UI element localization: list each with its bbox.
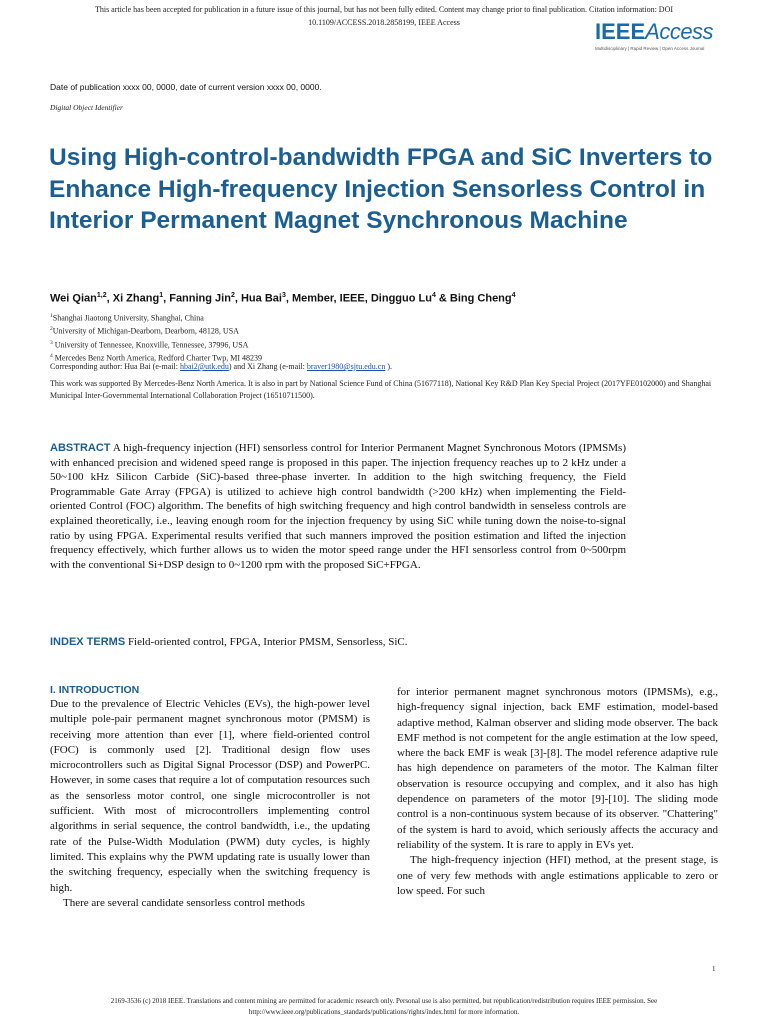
index-terms-text: Field-oriented control, FPGA, Interior PMSM, Sensorless, SiC. xyxy=(125,636,408,648)
index-terms-label: INDEX TERMS xyxy=(50,636,126,648)
corresponding-middle: ) and Xi Zhang (e-mail: xyxy=(228,362,307,371)
affiliation-number: 4 xyxy=(50,352,53,359)
affiliation-text: Shanghai Jiaotong University, Shanghai, China xyxy=(52,313,204,323)
body-column-left xyxy=(50,683,370,911)
email-link-hbai[interactable]: hbai2@utk.edu xyxy=(179,362,229,371)
affiliation-item xyxy=(50,311,262,324)
author-name: Hua Bai xyxy=(240,292,282,305)
ieee-access-logo xyxy=(595,20,735,58)
affiliation-number: 1 xyxy=(50,313,53,319)
paragraph: Due to the prevalence of Electric Vehicles (EVs), the high-power level multiple pole-pair permanent magnet synchronous motor (PMSM) is receiving more attention than ever [1], where field-oriented control (FOC) is commonly used [2]. Traditional design flow uses microcontrollers such as Digital Signal Processor (DSP) and PowerPC. However, in some cases that require a lot of computation resources such as the sensorless motor control, one single microcontroller is not sufficient. With most of microcontrollers implementing control algorithms in serial sequence, the control bandwidth, i.e., the updating rate of the Pulse-Width Modulation (PWM) duty cycles, is highly limited. This explains why the PWM updating rate is usually lower than the switching frequency, especially when the switching frequency is high. xyxy=(50,698,370,894)
notice-line-1: This article has been accepted for publication in a future issue of this journal, but has not been fully edited. Content may change prior to final publication. Citation information: DOI xyxy=(94,5,674,14)
author-name: Wei Qian xyxy=(50,292,97,305)
author-name: Bing Cheng xyxy=(449,292,512,305)
copyright-footer xyxy=(0,996,768,1018)
author-name: Fanning Jin xyxy=(169,292,231,305)
affiliation-text: University of Michigan-Dearborn, Dearborn, 48128, USA xyxy=(52,326,239,336)
affiliation-text: Mercedes Benz North America, Redford Charter Twp, MI 48239 xyxy=(52,353,262,363)
abstract-label: ABSTRACT xyxy=(50,442,111,454)
notice-line-2: 10.1109/ACCESS.2018.2858199, IEEE Access xyxy=(308,18,460,27)
corresponding-author xyxy=(50,362,392,371)
author-affil-mark: 4 xyxy=(511,292,516,299)
abstract-text: A high-frequency injection (HFI) sensorless control for Interior Permanent Magnet Synchronous Motors (IPMSMs) with enhanced precision and widened speed range is proposed in this paper. The injection frequency reaches up to 2 kHz under a 50~100 kHz Silicon Carbide (SiC)-based three-phase inverter. In addition to the high switching frequency, the Field Programmable Gate Array (FPGA) is utilized to achieve high control bandwidth (>200 kHz) when implementing the Field-oriented Control (FOC) algorithm. The benefits of high switching frequency and high control bandwidth in senseless controls are explained theoretically, i.e., leaving enough room for the injection frequency by using SiC while tuning down the noise-to-signal ratio by using FPGA. Experimental results verified that such manners improved the position estimation and lifted the injection frequency effectively, which further allows us to widen the motor speed range under the HFI sensorless control from 0~500rpm with the conventional Si+DSP design to 0~1200 rpm with the proposed SiC+FPGA. xyxy=(50,442,626,571)
index-terms xyxy=(50,636,408,648)
funding-note: This work was supported By Mercedes-Benz North America. It is also in part by National Science Fund of China (51677118), National Key R&D Plan Key Special Project (2017YFE0102000) and Shanghai Municipal Inter-Governmental International Collaboration Project (16510711500). xyxy=(50,379,712,400)
affiliations xyxy=(50,311,262,364)
logo-tagline: Multidisciplinary | Rapid Review | Open Access Journal xyxy=(595,46,705,51)
doi-label: Digital Object Identifier xyxy=(50,103,123,112)
author-name: Xi Zhang xyxy=(112,292,160,305)
logo-ieee-text: IEEE xyxy=(595,19,646,44)
section-heading-introduction: I. INTRODUCTION xyxy=(50,684,140,696)
author-separator: , xyxy=(163,292,170,305)
author-list xyxy=(50,292,516,305)
author-affil-mark: 4 xyxy=(431,292,436,299)
affiliation-text: University of Tennessee, Knoxville, Tennessee, 37996, USA xyxy=(52,340,249,350)
affiliation-number: 2 xyxy=(50,326,53,333)
affiliation-item xyxy=(50,324,262,337)
email-link-braver[interactable]: braver1980@sjtu.edu.cn xyxy=(306,362,386,371)
footer-line-2: http://www.ieee.org/publications_standards/publications/rights/index.html for more information. xyxy=(248,1008,520,1016)
corresponding-suffix: ). xyxy=(385,362,393,371)
author-name: Dingguo Lu xyxy=(370,292,432,305)
affiliation-number: 3 xyxy=(50,339,53,346)
body-column-right xyxy=(397,685,718,899)
logo-access-text: Access xyxy=(645,19,714,44)
paper-title: Using High-control-bandwidth FPGA and SiC Inverters to Enhance High-frequency Injection Sensorless Control in Interior Permanent Magnet Synchronous Machine xyxy=(49,144,713,234)
author-separator: , xyxy=(106,292,113,305)
author-affil-mark: 1 xyxy=(159,292,164,299)
paragraph: for interior permanent magnet synchronous motors (IPMSMs), e.g., high-frequency signal injection, back EMF estimation, model-based adaptive method, Kalman observer and sliding mode observer. The back EMF method is not competent for the angle estimation at the low speed, where the back EMF is weak [3]-[8]. The model reference adaptive rule has high dependence on parameters of the motor. The Kalman filter observation is resource occupying and complex, and it also has high dependence on parameters of the motor [9]-[10]. The sliding mode control is a non-continuous system because of its observer. "Chattering" of the system is hard to avoid, which seriously affects the accuracy and reliability of the system. It is rare to apply in EVs yet. xyxy=(397,686,718,851)
author-affil-mark: 2 xyxy=(230,292,235,299)
corresponding-prefix: Corresponding author: Hua Bai (e-mail: xyxy=(50,362,180,371)
paragraph: There are several candidate sensorless control methods xyxy=(63,896,305,909)
author-affil-mark: 3 xyxy=(281,292,286,299)
page-number: 1 xyxy=(712,965,716,973)
author-separator: & xyxy=(435,292,450,305)
footer-line-1: 2169-3536 (c) 2018 IEEE. Translations and content mining are permitted for academic research only. Personal use is also permitted, but republication/redistribution requires IEEE permission. See xyxy=(110,997,658,1005)
affiliation-item xyxy=(50,338,262,351)
abstract xyxy=(50,441,626,572)
author-separator: , Member, IEEE, xyxy=(285,292,371,305)
paragraph: The high-frequency injection (HFI) method, at the present stage, is one of very few methods with angle estimations applicable to zero or low speed. For such xyxy=(397,854,718,897)
publication-date: Date of publication xxxx 00, 0000, date of current version xxxx 00, 0000. xyxy=(50,82,322,92)
author-affil-mark: 1,2 xyxy=(96,292,107,299)
author-separator: , xyxy=(234,292,241,305)
